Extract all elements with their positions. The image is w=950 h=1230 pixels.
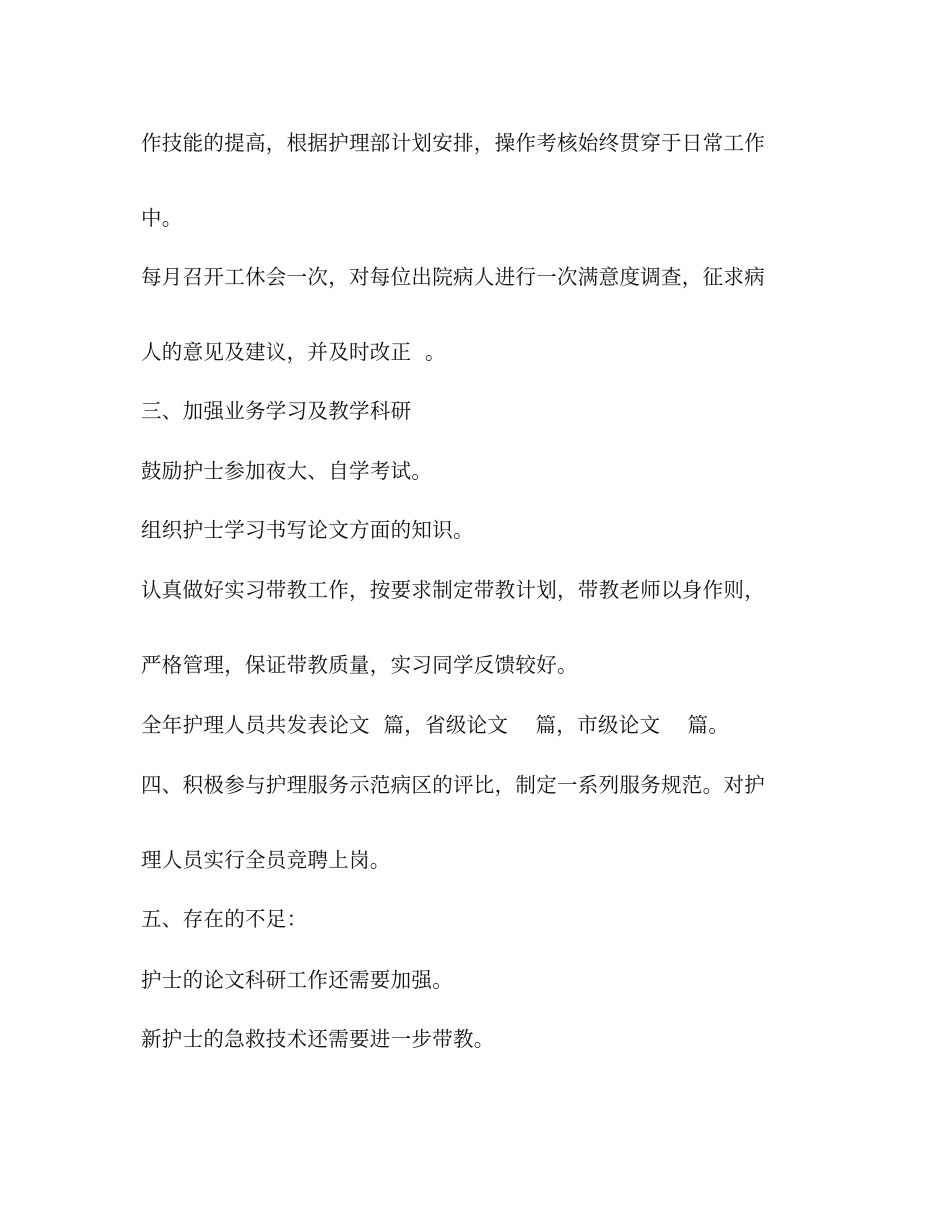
section-heading: 五、存在的不足： — [141, 907, 308, 931]
section-heading: 三、加强业务学习及教学科研 — [141, 399, 412, 423]
text-line: 鼓励护士参加夜大、自学考试。 — [141, 459, 433, 483]
text-line: 组织护士学习书写论文方面的知识。 — [141, 518, 474, 542]
text-line: 严格管理，保证带教质量，实习同学反馈较好。 — [141, 653, 578, 677]
text-line: 中。 — [141, 206, 183, 230]
text-line: 新护士的急救技术还需要进一步带教。 — [141, 1027, 495, 1051]
text-line: 理人员实行全员竞聘上岗。 — [141, 848, 391, 872]
text-line: 作技能的提高，根据护理部计划安排，操作考核始终贯穿于日常工作 — [141, 131, 765, 155]
text-line: 人的意见及建议，并及时改正 。 — [141, 340, 446, 364]
text-line: 认真做好实习带教工作，按要求制定带教计划，带教老师以身作则， — [141, 578, 765, 602]
section-heading: 四、积极参与护理服务示范病区的评比，制定一系列服务规范。对护 — [141, 773, 765, 797]
text-line: 护士的论文科研工作还需要加强。 — [141, 968, 453, 992]
text-line: 每月召开工休会一次，对每位出院病人进行一次满意度调查，征求病 — [141, 265, 765, 289]
text-line: 全年护理人员共发表论文 篇，省级论文 篇，市级论文 篇。 — [141, 713, 730, 737]
